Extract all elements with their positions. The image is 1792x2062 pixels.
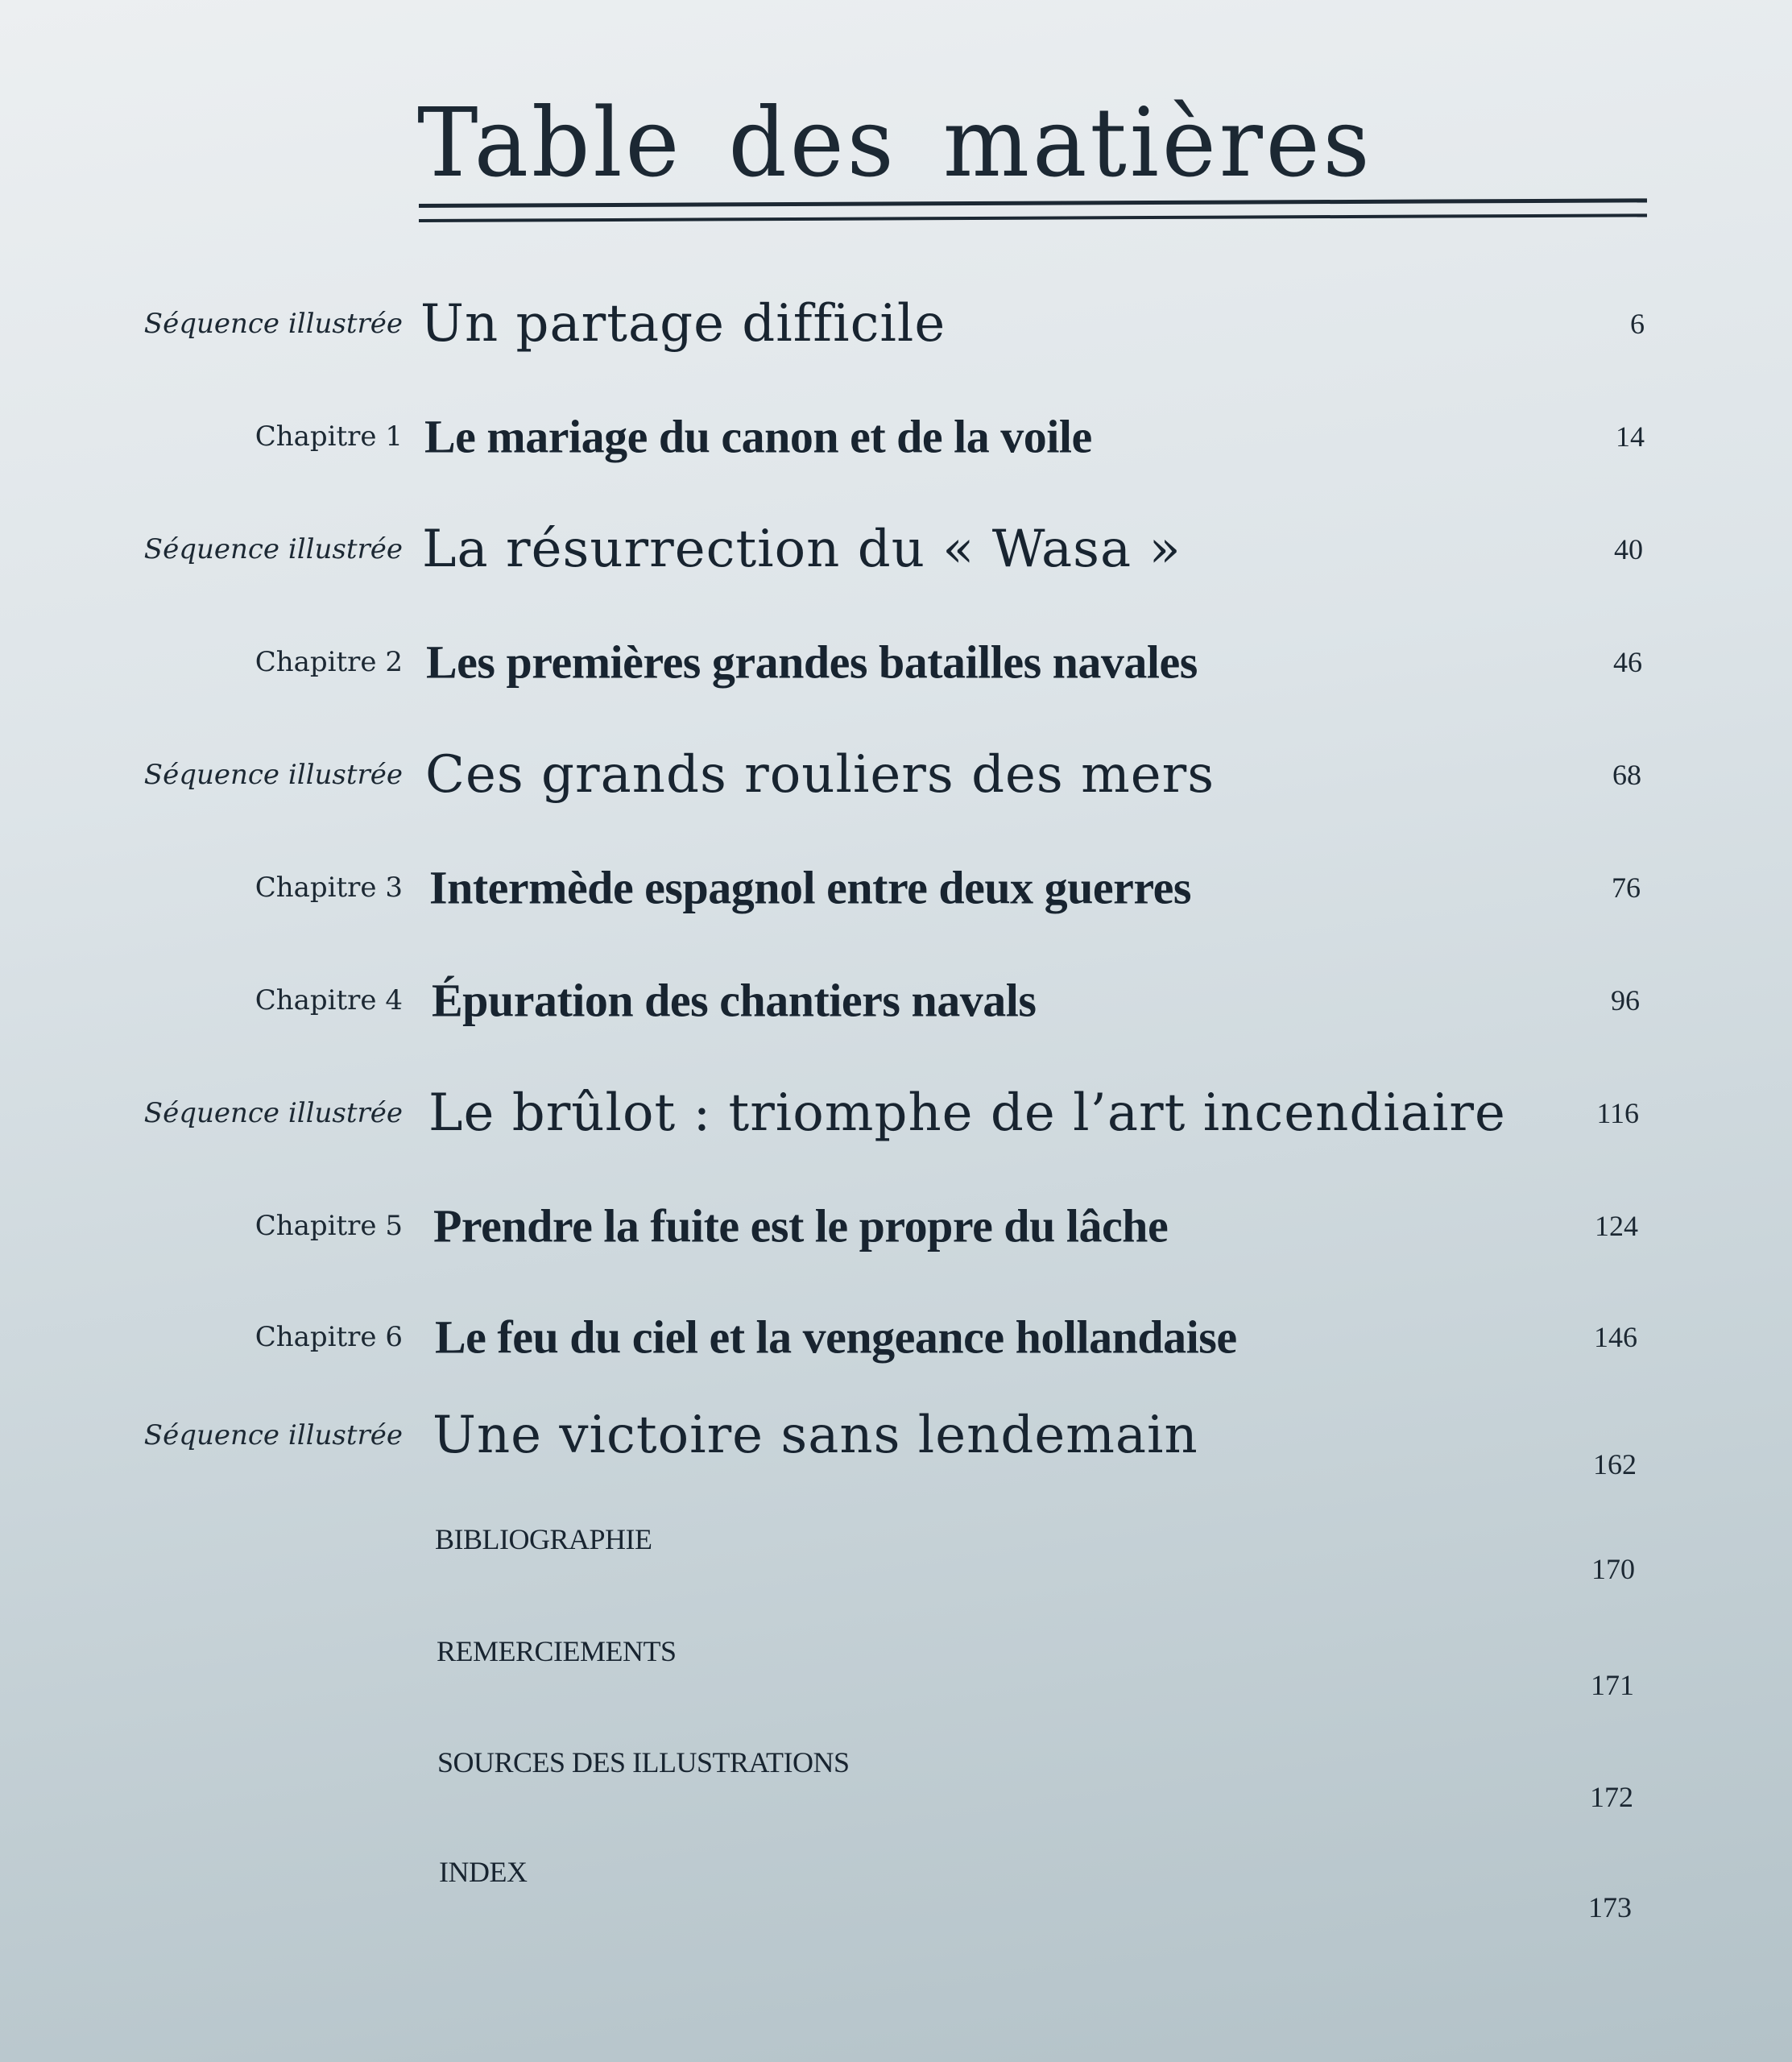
entry-heading: Le brûlot : triomphe de l’art incendiaire [428,1083,1506,1143]
toc-entry[interactable] [0,1729,1792,1813]
entry-heading: BIBLIOGRAPHIE [435,1523,652,1555]
entry-label: Séquence illustrée [143,1419,403,1451]
toc-entry[interactable] [0,847,1792,928]
toc-entry[interactable] [0,1186,1792,1266]
entry-page-number: 171 [1591,1669,1634,1701]
page-title: Table des matières [417,87,1373,198]
entry-label: Chapitre 4 [255,984,403,1017]
entry-heading: SOURCES DES ILLUSTRATIONS [437,1746,850,1778]
title-rule-bottom [419,213,1647,222]
toc-entry[interactable] [0,1835,1792,1923]
entry-page-number: 146 [1594,1321,1637,1353]
entry-heading: Intermède espagnol entre deux guerres [429,861,1191,914]
entry-heading: Le mariage du canon et de la voile [424,410,1092,463]
entry-page-number: 6 [1630,308,1645,340]
entry-page-number: 40 [1614,533,1643,565]
entry-page-number: 68 [1612,759,1641,791]
entry-page-number: 14 [1616,420,1645,453]
entry-page-number: 173 [1588,1891,1632,1923]
entry-heading: La résurrection du « Wasa » [422,520,1182,579]
entry-heading: Une victoire sans lendemain [432,1406,1198,1465]
entry-heading: Les premières grandes batailles navales [426,636,1198,689]
entry-heading: REMERCIEMENTS [437,1635,677,1667]
entry-heading: Ces grands rouliers des mers [425,745,1215,805]
entry-page-number: 162 [1593,1448,1637,1480]
toc-entry[interactable] [0,1621,1792,1701]
entry-label: Chapitre 6 [255,1321,403,1353]
entry-label: Séquence illustrée [143,533,403,565]
toc-entry[interactable] [0,1511,1792,1592]
toc-entry[interactable] [0,1073,1792,1153]
entry-heading: Épuration des chantiers navals [432,974,1037,1027]
entry-label: Chapitre 2 [255,646,403,678]
entry-heading: INDEX [439,1856,528,1888]
toc-entry[interactable] [0,509,1792,590]
entry-heading: Prendre la fuite est le propre du lâche [433,1199,1169,1253]
entry-label: Séquence illustrée [143,1097,403,1129]
entry-page-number: 124 [1595,1210,1638,1242]
entry-heading: Un partage difficile [420,294,946,354]
entry-page-number: 172 [1590,1781,1633,1813]
title-rule-top [419,198,1647,208]
entry-label: Séquence illustrée [143,759,403,791]
entry-label: Chapitre 1 [255,420,403,453]
entry-heading: Le feu du ciel et la vengeance hollandaise [435,1310,1237,1364]
toc-entry[interactable] [0,622,1792,702]
entry-label: Chapitre 3 [255,872,403,904]
entry-page-number: 76 [1612,872,1641,904]
toc-entry[interactable] [0,960,1792,1041]
toc-entry[interactable] [0,284,1792,364]
entry-page-number: 116 [1596,1097,1639,1129]
toc-entry[interactable] [0,396,1792,477]
toc-entry[interactable] [0,1297,1792,1377]
entry-page-number: 170 [1591,1553,1635,1585]
toc-entry[interactable] [0,735,1792,815]
entry-page-number: 46 [1613,646,1642,678]
entry-page-number: 96 [1611,984,1640,1017]
toc-entry[interactable] [0,1395,1792,1480]
entry-label: Séquence illustrée [143,308,403,340]
entry-label: Chapitre 5 [255,1210,403,1242]
